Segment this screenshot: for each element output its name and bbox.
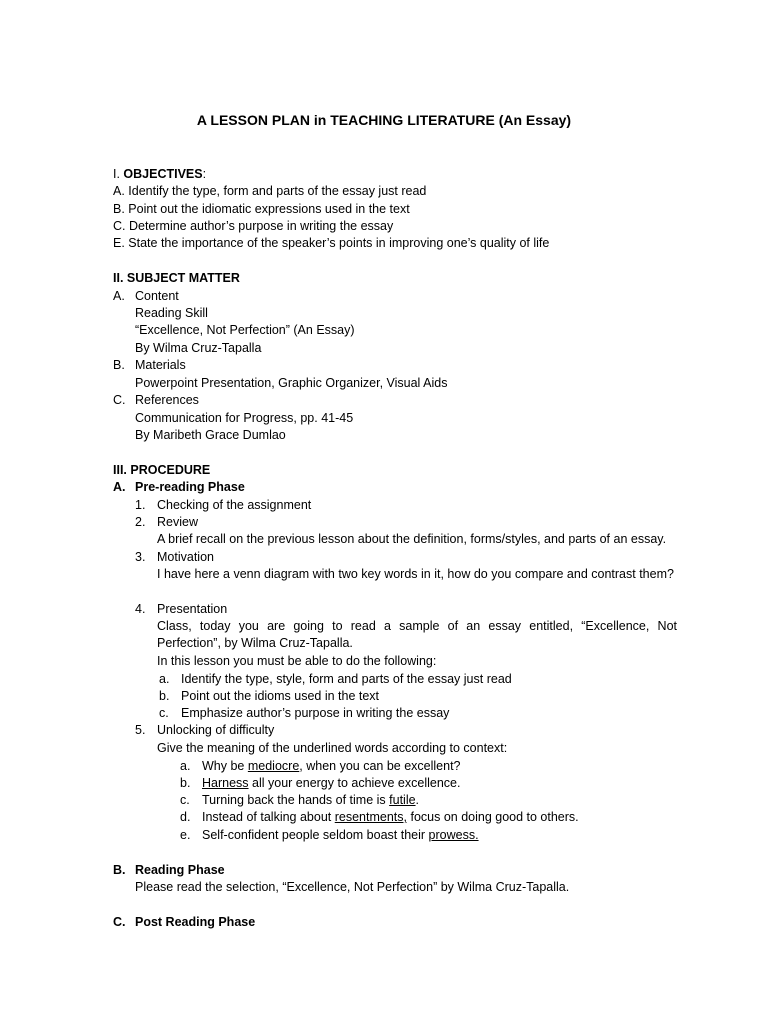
step-number: 2. [135,515,146,529]
references-marker: C. [113,393,126,407]
subitem-text: Emphasize author’s purpose in writing the essay [181,706,450,720]
step-label: Unlocking of difficulty [157,723,275,737]
materials-label: Materials [135,358,186,372]
vocab-sentence: Why be mediocre, when you can be excellent? [202,759,461,773]
step-label: Checking of the assignment [157,498,312,512]
vocab-sentence: Instead of talking about resentments, focus on doing good to others. [202,810,579,824]
underlined-word: Harness [202,776,249,790]
vocab-sentence: Self-confident people seldom boast their prowess. [202,828,479,842]
vocab-marker: d. [180,810,191,824]
step-text: I have here a venn diagram with two key words in it, how do you compare and contrast them? [157,567,674,581]
content-line: By Wilma Cruz-Tapalla [135,341,262,355]
objectives-heading: I. OBJECTIVES: [113,167,207,181]
pre-reading-heading: Pre-reading Phase [135,480,245,494]
subitem-marker: c. [159,706,169,720]
pre-reading-marker: A. [113,480,126,494]
vocab-marker: e. [180,828,191,842]
step-intro: Give the meaning of the underlined words according to context: [157,741,508,755]
underlined-word: resentments, [334,810,407,824]
content-line: “Excellence, Not Perfection” (An Essay) [135,323,355,337]
vocab-sentence: Harness all your energy to achieve excellence. [202,776,461,790]
subject-matter-heading: II. SUBJECT MATTER [113,271,240,285]
materials-line: Powerpoint Presentation, Graphic Organizer, Visual Aids [135,376,448,390]
procedure-heading: III. PROCEDURE [113,463,211,477]
content-label: Content [135,289,179,303]
subitem-marker: b. [159,689,170,703]
step-text: A brief recall on the previous lesson about the definition, forms/styles, and parts of an essay. [157,532,667,546]
content-marker: A. [113,289,125,303]
step-label: Presentation [157,602,228,616]
objective-item: B. Point out the idiomatic expressions used in the text [113,202,410,216]
references-label: References [135,393,199,407]
post-reading-marker: C. [113,915,126,929]
vocab-marker: a. [180,759,191,773]
reading-marker: B. [113,863,126,877]
document-title: A LESSON PLAN in TEACHING LITERATURE (An Essay) [196,112,572,128]
step-text: Class, today you are going to read a sample of an essay entitled, “Excellence, Not Perfection”, by Wilma Cruz-Tapalla. [157,619,677,650]
step-label: Motivation [157,550,214,564]
vocab-sentence: Turning back the hands of time is futile. [202,793,420,807]
step-number: 3. [135,550,146,564]
subitem-text: Point out the idioms used in the text [181,689,380,703]
subitem-marker: a. [159,672,170,686]
materials-marker: B. [113,358,125,372]
reading-heading: Reading Phase [135,863,225,877]
objective-item: A. Identify the type, form and parts of the essay just read [113,184,427,198]
references-line: Communication for Progress, pp. 41-45 [135,411,354,425]
step-number: 4. [135,602,146,616]
reading-text: Please read the selection, “Excellence, Not Perfection” by Wilma Cruz-Tapalla. [135,880,570,894]
content-line: Reading Skill [135,306,208,320]
underlined-word: futile [389,793,416,807]
objective-item: C. Determine author’s purpose in writing the essay [113,219,394,233]
objective-item: E. State the importance of the speaker’s points in improving one’s quality of life [113,236,550,250]
step-number: 5. [135,723,146,737]
references-line: By Maribeth Grace Dumlao [135,428,286,442]
step-intro: In this lesson you must be able to do the following: [157,654,437,668]
underlined-word: mediocre [247,759,300,773]
step-label: Review [157,515,198,529]
vocab-marker: c. [180,793,190,807]
underlined-word: prowess. [428,828,479,842]
post-reading-heading: Post Reading Phase [135,915,256,929]
step-number: 1. [135,498,146,512]
subitem-text: Identify the type, style, form and parts of the essay just read [181,672,512,686]
vocab-marker: b. [180,776,191,790]
